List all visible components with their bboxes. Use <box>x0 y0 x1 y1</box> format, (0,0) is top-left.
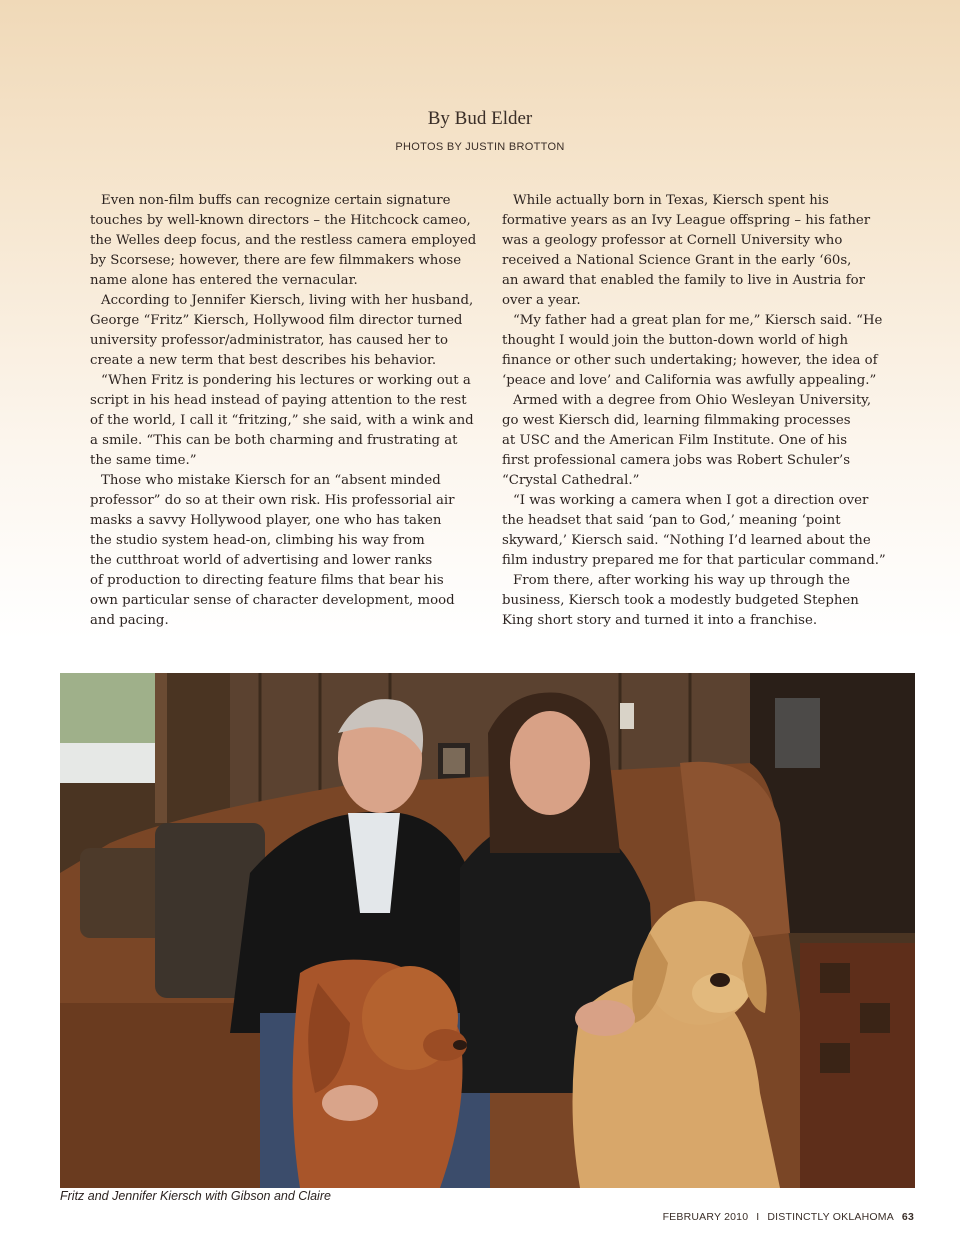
article-line: George “Fritz” Kiersch, Hollywood film director turned <box>90 313 463 328</box>
footer-publication: DISTINCTLY OKLAHOMA <box>767 1211 894 1223</box>
page-number: 63 <box>901 1211 914 1223</box>
article-line: Armed with a degree from Ohio Wesleyan University, <box>513 393 872 408</box>
article-line: masks a savvy Hollywood player, one who has taken <box>90 513 442 528</box>
article-line: From there, after working his way up through the <box>513 573 851 588</box>
article-line: an award that enabled the family to live in Austria for <box>502 273 866 288</box>
article-line: thought I would join the button-down world of high <box>502 333 849 348</box>
article-line: Even non-film buffs can recognize certain signature <box>101 193 451 208</box>
article-column-left <box>90 191 480 631</box>
article-line: the Welles deep focus, and the restless camera employed <box>90 233 477 248</box>
article-line: touches by well-known directors – the Hitchcock cameo, <box>90 213 471 228</box>
article-line: “Crystal Cathedral.” <box>502 473 640 488</box>
photo-caption: Fritz and Jennifer Kiersch with Gibson and Claire <box>60 1189 331 1203</box>
article-line: and pacing. <box>90 613 169 628</box>
article-line: finance or other such undertaking; however, the idea of <box>502 353 878 368</box>
article-line: formative years as an Ivy League offspring – his father <box>502 213 871 228</box>
article-line: first professional camera jobs was Robert Schuler’s <box>502 453 851 468</box>
article-line: the cutthroat world of advertising and lower ranks <box>90 553 433 568</box>
article-line: over a year. <box>502 293 581 308</box>
article-line: “When Fritz is pondering his lectures or working out a <box>101 373 471 388</box>
article-line: skyward,’ Kiersch said. “Nothing I’d learned about the <box>502 533 871 548</box>
footer-issue: FEBRUARY 2010 <box>662 1211 749 1223</box>
article-line: the headset that said ‘pan to God,’ meaning ‘point <box>502 513 841 528</box>
article-line: own particular sense of character development, mood <box>90 593 455 608</box>
article-line: name alone has entered the vernacular. <box>90 273 358 288</box>
article-line: at USC and the American Film Institute. One of his <box>502 433 848 448</box>
article-line: a smile. “This can be both charming and frustrating at <box>90 433 458 448</box>
article-line: received a National Science Grant in the early ‘60s, <box>502 253 852 268</box>
article-line: create a new term that best describes his behavior. <box>90 353 437 368</box>
article-line: professor” do so at their own risk. His professorial air <box>90 493 455 508</box>
article-line: ‘peace and love’ and California was awfully appealing.” <box>502 373 877 388</box>
article-line: of production to directing feature films that bear his <box>90 573 444 588</box>
article-line: by Scorsese; however, there are few filmmakers whose <box>90 253 462 268</box>
article-line: “My father had a great plan for me,” Kiersch said. “He <box>513 313 883 328</box>
footer-separator: I <box>756 1211 760 1223</box>
article-line: Those who mistake Kiersch for an “absent minded <box>101 473 441 488</box>
article-line: the studio system head-on, climbing his way from <box>90 533 425 548</box>
article-line: business, Kiersch took a modestly budgeted Stephen <box>502 593 859 608</box>
article-line: of the world, I call it “fritzing,” she said, with a wink and <box>90 413 474 428</box>
article-line: film industry prepared me for that particular command.” <box>502 553 886 568</box>
article-byline: By Bud Elder <box>427 108 533 129</box>
article-line: script in his head instead of paying attention to the rest <box>90 393 467 408</box>
article-photo <box>60 673 915 1188</box>
article-line: While actually born in Texas, Kiersch spent his <box>513 193 829 208</box>
article-line: According to Jennifer Kiersch, living with her husband, <box>101 293 474 308</box>
page-footer <box>663 1211 914 1223</box>
article-line: was a geology professor at Cornell University who <box>502 233 843 248</box>
article-line: the same time.” <box>90 453 197 468</box>
article-line: go west Kiersch did, learning filmmaking processes <box>502 413 851 428</box>
article-column-right <box>502 191 892 631</box>
article-line: King short story and turned it into a franchise. <box>502 613 818 628</box>
article-line: university professor/administrator, has caused her to <box>90 333 448 348</box>
article-line: “I was working a camera when I got a direction over <box>513 493 869 508</box>
photo-credit: PHOTOS BY JUSTIN BROTTON <box>395 141 565 153</box>
